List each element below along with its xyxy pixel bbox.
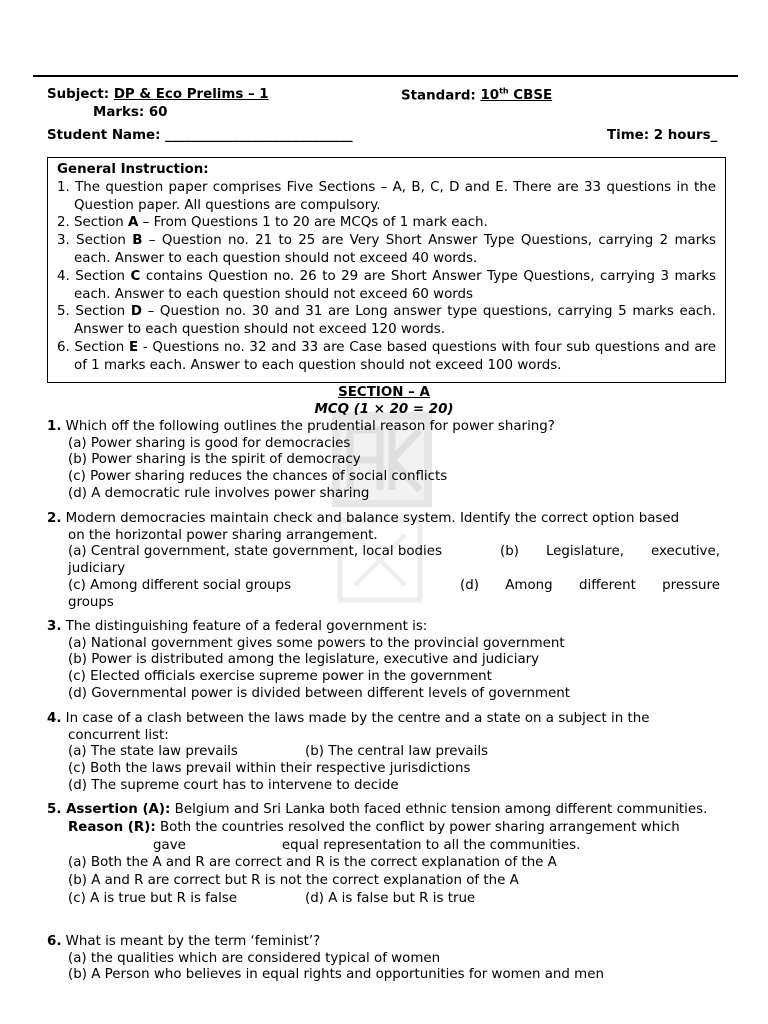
instructions-title: General Instruction: (57, 162, 209, 177)
reason-label: Reason (R): (68, 819, 156, 835)
instruction-item: 4. Section C contains Question no. 26 to 29 are Short Answer Type Questions, carrying 3 marks each. Answer to each question should not exceed 60 words (57, 268, 717, 302)
student-name-line (47, 128, 353, 143)
option-a[interactable]: (a) National government gives some powers to the provincial government (68, 635, 565, 651)
option-b[interactable]: (b) Power is distributed among the legislature, executive and judiciary (68, 652, 540, 668)
subject-label: Subject: (47, 87, 110, 102)
option-a[interactable]: (a) Central government, state government, local bodies (68, 544, 442, 560)
standard-label: Standard: (401, 88, 476, 104)
standard-line (401, 87, 552, 103)
student-blank: ____________________________ (165, 128, 353, 143)
top-rule (33, 75, 738, 77)
instruction-item: 6. Section E - Questions no. 32 and 33 are Case based questions with four sub questions and are of 1 marks each. Answer to each question should not exceed 100 words. (57, 339, 716, 373)
subject-value: DP & Eco Prelims – 1 (113, 87, 269, 102)
option-a[interactable]: (a) Power sharing is good for democracies (68, 435, 351, 451)
subject-line (47, 87, 269, 102)
option-b[interactable]: (b) A and R are correct but R is not the correct explanation of the A (68, 873, 519, 889)
option-d-cont: groups (68, 594, 114, 610)
general-instructions-box (47, 157, 726, 383)
option-a[interactable]: (a) The state law prevails (68, 744, 238, 760)
question-6: 6. What is meant by the term ‘feminist’? (a) the qualities which are considered typical of women (b) A Person who believes in equal rights and opportunities for women and men (47, 934, 720, 984)
standard-value: 10th CBSE (480, 87, 553, 104)
option-d[interactable]: (d) Among different pressure (460, 577, 720, 593)
option-b[interactable]: (b) The central law prevails (305, 744, 489, 760)
option-b[interactable]: (b) Legislature, executive, (500, 544, 720, 560)
option-b[interactable]: (b) A Person who believes in equal rights and opportunities for women and men (68, 967, 604, 983)
option-a[interactable]: (a) the qualities which are considered typical of women (68, 950, 441, 966)
option-c[interactable]: (c) Elected officials exercise supreme power in the government (68, 669, 492, 685)
option-c[interactable]: (c) Among different social groups (68, 577, 292, 593)
option-c[interactable]: (c) Both the laws prevail within their respective jurisdictions (68, 761, 471, 777)
instruction-item: 2. Section A – From Questions 1 to 20 are MCQs of 1 mark each. (57, 215, 488, 231)
assertion-label: 5. Assertion (A): (47, 802, 171, 817)
option-c[interactable]: (c) A is true but R is false (68, 890, 238, 906)
question-5: 5. Assertion (A): Belgium and Sri Lanka both faced ethnic tension among different communities. Reason (R): Both the countries resolved the conflict by power sharing arrangement which gave equal representation to all the communities. (a) Both the A and R are correct and R is the correct explanation of the A (b) A and R are correct but R is not the correct explanation of the A (c) A is true but R is false (d) A is false but R is true (47, 801, 720, 908)
question-3: 3. The distinguishing feature of a federal government is: (a) National government gives some powers to the provincial government (b) Power is distributed among the legislature, executive and judiciary (c) Elected officials exercise supreme power in the government (d) Governmental power is divided between different levels of government (47, 619, 720, 703)
time: Time: 2 hours_ (607, 128, 718, 143)
question-4: 4. In case of a clash between the laws made by the centre and a state on a subject in the concurrent list: (a) The state law prevails (b) The central law prevails (c) Both the laws prevail within their respective jurisdictions (d) The supreme court has to intervene to decide (47, 711, 720, 795)
question-2: 2. Modern democracies maintain check and balance system. Identify the correct option based on the horizontal power sharing arrangement. (a) Central government, state government, local bodies (b) Legislature, executive, judiciary (c) Among different social groups (d) Among different pressure groups (47, 511, 720, 610)
question-1: 1. Which off the following outlines the prudential reason for power sharing? (a) Power sharing is good for democracies (b) Power sharing is the spirit of democracy (c) Power sharing reduces the chances of social conflicts (d) A democratic rule involves power sharing (47, 419, 720, 503)
student-label: Student Name: (47, 128, 161, 143)
marks: Marks: 60 (93, 105, 168, 120)
option-c[interactable]: (c) Power sharing reduces the chances of social conflicts (68, 469, 448, 485)
option-b[interactable]: (b) Power sharing is the spirit of democracy (68, 452, 361, 468)
option-d[interactable]: (d) A is false but R is true (305, 890, 476, 906)
option-a[interactable]: (a) Both the A and R are correct and R is the correct explanation of the A (68, 855, 557, 871)
option-d[interactable]: (d) A democratic rule involves power sharing (68, 485, 370, 501)
instruction-item: 1. The question paper comprises Five Sections – A, B, C, D and E. There are 33 questions in the Question paper. All questions are compulsory. (57, 179, 716, 213)
instruction-item: 5. Section D – Question no. 30 and 31 are Long answer type questions, carrying 5 marks each. Answer to each question should not exceed 120 words. (57, 304, 717, 338)
instruction-item: 3. Section B – Question no. 21 to 25 are Very Short Answer Type Questions, carrying 2 marks each. Answer to each question should not exceed 40 words. (57, 233, 716, 266)
option-d[interactable]: (d) Governmental power is divided between different levels of government (68, 685, 571, 701)
section-subtitle: MCQ (1 × 20 = 20) (314, 402, 454, 417)
section-title: SECTION – A (338, 385, 430, 400)
option-b-cont: judiciary (68, 561, 126, 577)
option-d[interactable]: (d) The supreme court has to intervene to decide (68, 777, 399, 793)
